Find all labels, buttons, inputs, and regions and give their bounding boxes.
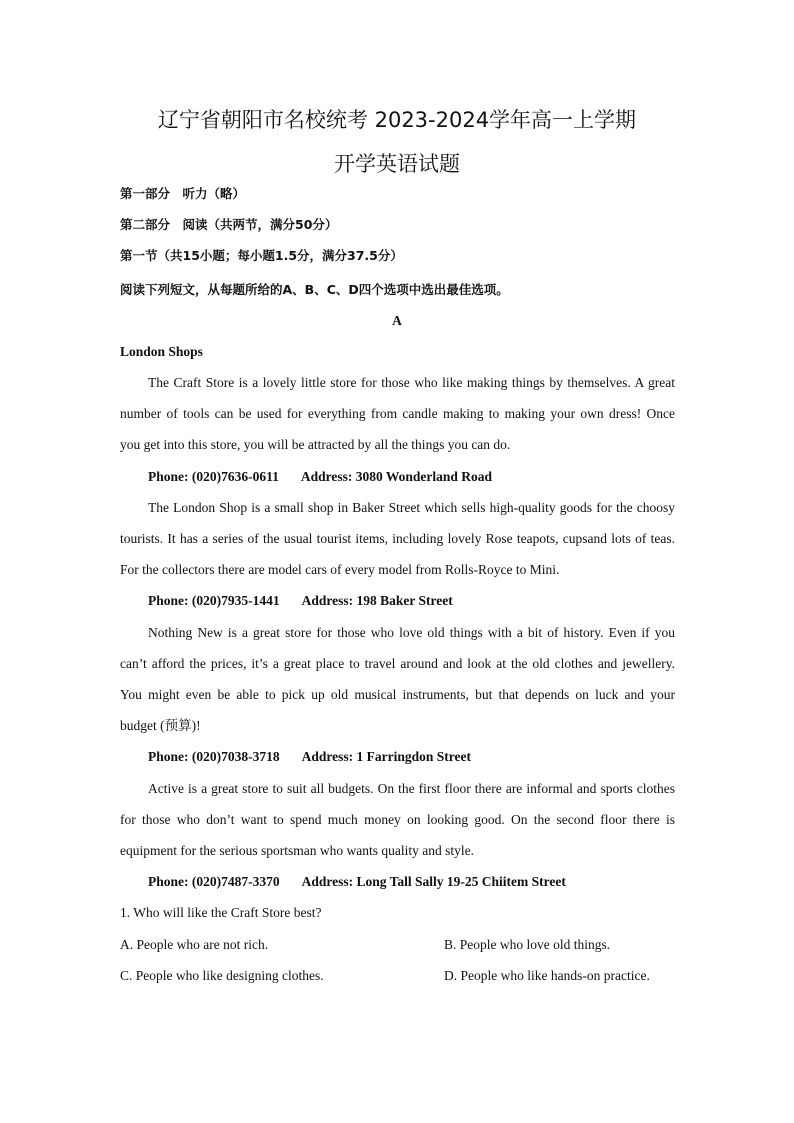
store2-contact	[148, 593, 453, 609]
store3-line3: You might even be able to pick up old musical instruments, but that depends on luck and your	[120, 687, 675, 702]
store1-phone: Phone: (020)7636-0611	[148, 469, 279, 484]
store1-contact	[148, 469, 492, 485]
store4-address: Address: Long Tall Sally 19-25 Chiitem Street	[301, 874, 566, 889]
store2-line1: The London Shop is a small shop in Baker Street which sells high-quality goods for the choosy	[148, 500, 675, 515]
part1-heading: 第一部分 听力（略）	[120, 186, 246, 201]
directions: 阅读下列短文，从每题所给的A、B、C、D四个选项中选出最佳选项。	[120, 282, 509, 297]
question1-option-d[interactable]: D. People who like hands-on practice.	[444, 968, 650, 983]
store2-phone: Phone: (020)7935-1441	[148, 593, 280, 608]
question1-option-a[interactable]: A. People who are not rich.	[120, 937, 269, 952]
store4-contact	[148, 874, 566, 890]
question1-option-b[interactable]: B. People who love old things.	[444, 937, 611, 952]
question1-option-c[interactable]: C. People who like designing clothes.	[120, 968, 324, 983]
store4-line1: Active is a great store to suit all budgets. On the first floor there are informal and sports clothes	[148, 781, 675, 796]
store3-line2: can’t afford the prices, it’s a great place to travel around and look at the old clothes and jewellery.	[120, 656, 675, 671]
exam-subtitle: 开学英语试题	[334, 152, 460, 176]
store2-address: Address: 198 Baker Street	[301, 593, 453, 608]
store1-address: Address: 3080 Wonderland Road	[300, 469, 493, 484]
part2-heading: 第二部分 阅读（共两节，满分50分）	[120, 217, 338, 232]
store3-contact	[148, 749, 471, 765]
store2-line2: tourists. It has a series of the usual tourist items, including lovely Rose teapots, cupsand lots of teas.	[120, 531, 675, 546]
passage-heading: London Shops	[120, 344, 203, 359]
store3-line1: Nothing New is a great store for those who love old things with a bit of history. Even if you	[148, 625, 675, 640]
store1-line2: number of tools can be used for everything from candle making to making your own dress! Once	[120, 406, 675, 421]
store1-line3: you get into this store, you will be attracted by all the things you can do.	[120, 437, 511, 452]
store4-line3: equipment for the serious sportsman who wants quality and style.	[120, 843, 474, 858]
exam-title: 辽宁省朝阳市名校统考 2023-2024学年高一上学期	[157, 108, 637, 132]
store3-address: Address: 1 Farringdon Street	[301, 749, 471, 764]
store3-phone: Phone: (020)7038-3718	[148, 749, 280, 764]
section1-heading: 第一节（共15小题；每小题1.5分，满分37.5分）	[120, 248, 403, 263]
store1-line1: The Craft Store is a lovely little store for those who like making things by themselves. A great	[148, 375, 675, 390]
passage-label: A	[392, 313, 402, 328]
store3-line4: budget (预算)!	[120, 718, 201, 733]
question1-stem: 1. Who will like the Craft Store best?	[120, 905, 322, 920]
store4-phone: Phone: (020)7487-3370	[148, 874, 280, 889]
store2-line3: For the collectors there are model cars of every model from Rolls-Royce to Mini.	[120, 562, 560, 577]
store4-line2: for those who don’t want to spend much money on looking good. On the second floor there is	[120, 812, 675, 827]
